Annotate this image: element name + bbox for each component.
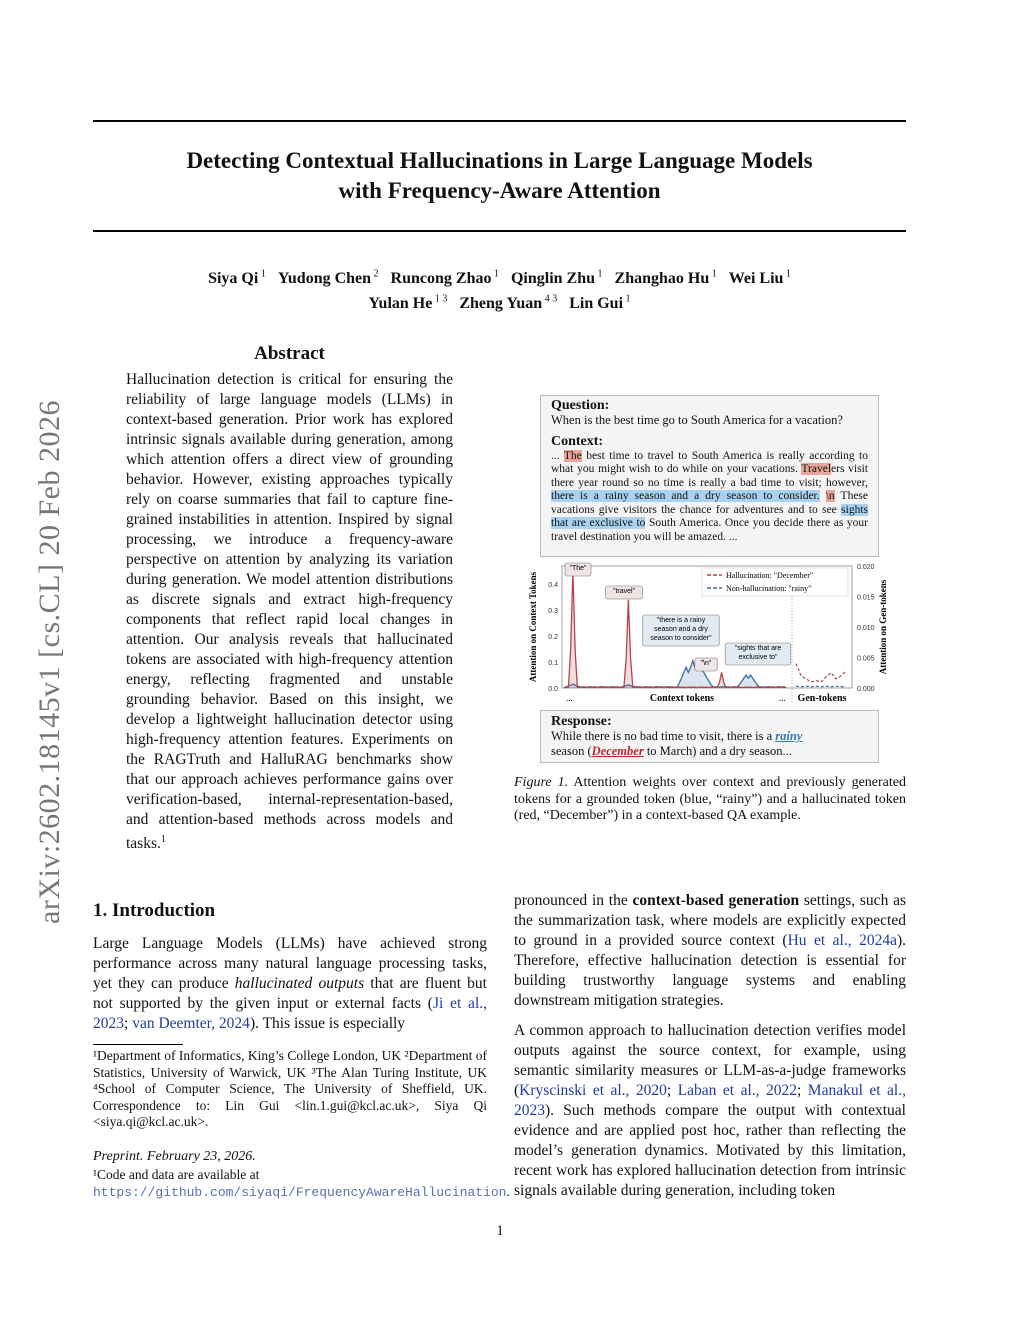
y2-tick-label: 0.010 bbox=[857, 625, 875, 632]
top-rule bbox=[93, 120, 906, 122]
citation-link[interactable]: Laban et al., 2022 bbox=[677, 1082, 797, 1099]
title-line: with Frequency-Aware Attention bbox=[338, 178, 661, 203]
y-axis-label: Attention on Context Tokens bbox=[528, 571, 538, 683]
question-text: When is the best time go to South America for a vacation? bbox=[551, 412, 843, 427]
paper-title bbox=[93, 146, 906, 206]
x2-axis-label: Gen-tokens bbox=[797, 693, 847, 704]
footnote-rule bbox=[93, 1044, 183, 1045]
figure-caption: Figure 1. Attention weights over context and previously generated tokens for a grounded token (blue, “rainy”) and a hallucinated token (red, “December”) in a context-based QA example. bbox=[514, 775, 906, 823]
y-tick-label: 0.4 bbox=[548, 582, 558, 590]
footnote-mark: 1 bbox=[160, 834, 166, 845]
y2-tick-label: 0.015 bbox=[857, 594, 875, 602]
author-list bbox=[93, 265, 906, 314]
y-tick-label: 0.2 bbox=[548, 634, 558, 642]
annotation-text: season to consider" bbox=[650, 635, 712, 642]
x-axis-label: Context tokens bbox=[649, 693, 715, 704]
grounded-token: rainy bbox=[775, 729, 803, 743]
section-heading: 1. Introduction bbox=[93, 900, 216, 921]
context-label: Context: bbox=[551, 434, 604, 449]
annotation-text: "The" bbox=[569, 565, 587, 572]
arxiv-stamp: arXiv:2602.18145v1 [cs.CL] 20 Feb 2026 bbox=[33, 400, 66, 924]
y2-tick-label: 0.000 bbox=[857, 686, 875, 693]
response-box bbox=[540, 710, 879, 763]
annotation-text: season and a dry bbox=[654, 626, 708, 633]
y-tick-label: 0.0 bbox=[548, 686, 558, 693]
annotation-text: "sights that are bbox=[734, 645, 782, 652]
abstract-heading: Abstract bbox=[254, 343, 325, 364]
right-paragraph-2: A common approach to hallucination detection verifies model outputs against the source context, for example, using semantic similarity measures or LLM-as-a-judge frameworks (Kryscinski et al., 2020; Laban et al., 2022; Manakul et al., 2023). Such methods compare the output with contextual evidence and are applied post hoc, rather than reflecting the model’s generation dynamics. Motivated by this limitation, recent work has explored hallucination detection from intrinsic signals available during generation, including token bbox=[514, 1022, 906, 1199]
y2-tick-label: 0.005 bbox=[857, 655, 875, 663]
citation-link[interactable]: Hu et al., 2024a bbox=[787, 932, 897, 949]
author: Yulan He $^{1 3}$ bbox=[368, 293, 448, 312]
code-footnote: ¹Code and data are available at https://github.com/siyaqi/FrequencyAwareHallucination. bbox=[93, 1167, 510, 1200]
citation-link[interactable]: Kryscinski et al., 2020 bbox=[519, 1082, 667, 1099]
author: Qinglin Zhu $^1$ bbox=[510, 269, 603, 288]
author: Zhanghao Hu $^1$ bbox=[614, 269, 717, 288]
ellipsis: ... bbox=[566, 693, 573, 703]
legend-label: Hallucination: "December" bbox=[726, 571, 814, 580]
affiliation-footnote: ¹Department of Informatics, King’s College London, UK ²Department of Statistics, University of Warwick, UK ³The Alan Turing Institute, UK ⁴School of Computer Science, The University of Sheffield, UK. Correspondence to: Lin Gui <lin.1.gui@kcl.ac.uk>, Siya Qi <siya.qi@kcl.ac.uk>. bbox=[93, 1048, 487, 1129]
y2-tick-label: 0.020 bbox=[857, 564, 875, 571]
y-tick-label: 0.1 bbox=[548, 660, 558, 668]
gen-non-hallucination-line bbox=[796, 686, 846, 687]
preprint-note: Preprint. February 23, 2026. bbox=[93, 1149, 256, 1164]
gen-hallucination-line bbox=[796, 664, 846, 682]
y-tick-label: 0.3 bbox=[548, 608, 558, 616]
annotation-text: "there is a rainy bbox=[656, 617, 706, 624]
citation-link[interactable]: Manakul et al., 2023 bbox=[514, 1082, 906, 1119]
response-label: Response: bbox=[551, 714, 612, 729]
title-line: Detecting Contextual Hallucinations in Large Language Models bbox=[186, 148, 813, 173]
context-text: ... The best time to travel to South America is really according to what you might wish to do while on your vacations. Travelers visit there year round so no time is really a bad time to visit; however, there is a rainy season and a dry season to consider. \n These vacations give visitors the chance for adventures and to see sights that are exclusive to South America. Once you decide there as your travel destination you will be amazed. ... bbox=[551, 449, 868, 543]
annotation-text: "travel" bbox=[612, 588, 636, 595]
title-bottom-rule bbox=[93, 230, 906, 232]
question-label: Question: bbox=[551, 398, 610, 413]
author: Lin Gui $^1$ bbox=[569, 293, 631, 312]
code-url-link[interactable]: https://github.com/siyaqi/FrequencyAwareHallucination bbox=[93, 1184, 507, 1200]
legend-label: Non-hallucination: "rainy" bbox=[726, 584, 812, 593]
ellipsis: ... bbox=[779, 693, 786, 703]
author: Runcong Zhao $^1$ bbox=[390, 269, 499, 288]
citation-link[interactable]: van Deemter, 2024 bbox=[132, 1015, 250, 1032]
y2-axis-label: Attention on Gen-tokens bbox=[878, 579, 888, 675]
hallucinated-token: December bbox=[591, 744, 644, 758]
author: Zheng Yuan $^{4 3}$ bbox=[459, 293, 558, 312]
response-text: While there is no bad time to visit, there is a rainy season (December to March) and a dry season... bbox=[551, 729, 803, 758]
abstract-text bbox=[126, 370, 453, 854]
author: Siya Qi $^1$ bbox=[208, 269, 266, 288]
annotation-text: exclusive to" bbox=[738, 654, 778, 661]
question-context-box bbox=[540, 395, 879, 557]
annotation-text: "\n" bbox=[700, 660, 712, 667]
attention-chart bbox=[526, 560, 896, 706]
author: Yudong Chen $^2$ bbox=[277, 269, 379, 288]
citation-link[interactable]: Ji et al., 2023 bbox=[93, 995, 487, 1032]
author: Wei Liu $^1$ bbox=[728, 269, 791, 288]
abstract-body: Hallucination detection is critical for ensuring the reliability of large language models (LLMs) in context-based generation. Prior work has explored intrinsic signals available during generation, among which attention offers a direct view of grounding behavior. However, existing approaches typically rely on coarse summaries that fail to capture fine-grained instabilities in attention. Inspired by signal processing, we introduce a frequency-aware perspective on attention by analyzing its variation during generation. We model attention distributions as discrete signals and extract high-frequency components that reflect rapid local changes in attention. Our analysis reveals that hallucinated tokens are associated with high-frequency attention energy, reflecting fragmented and unstable grounding behavior. Based on this insight, we develop a lightweight hallucination detector using high-frequency attention features. Experiments on the RAGTruth and HalluRAG benchmarks show that our approach achieves performance gains over verification-based, internal-representation-based, and attention-based methods across models and tasks. bbox=[126, 371, 453, 853]
intro-paragraph: Large Language Models (LLMs) have achieved strong performance across many natural language processing tasks, yet they can produce hallucinated outputs that are fluent but not supported by the given input or external facts (Ji et al., 2023; van Deemter, 2024). This issue is especially bbox=[93, 935, 487, 1032]
page-number: 1 bbox=[496, 1223, 504, 1239]
right-paragraph-1: pronounced in the context-based generation settings, such as the summarization task, where models are explicitly expected to ground in a provided source context (Hu et al., 2024a). Therefore, effective hallucination detection is essential for building trustworthy language systems and enabling downstream mitigation strategies. bbox=[514, 892, 906, 1009]
